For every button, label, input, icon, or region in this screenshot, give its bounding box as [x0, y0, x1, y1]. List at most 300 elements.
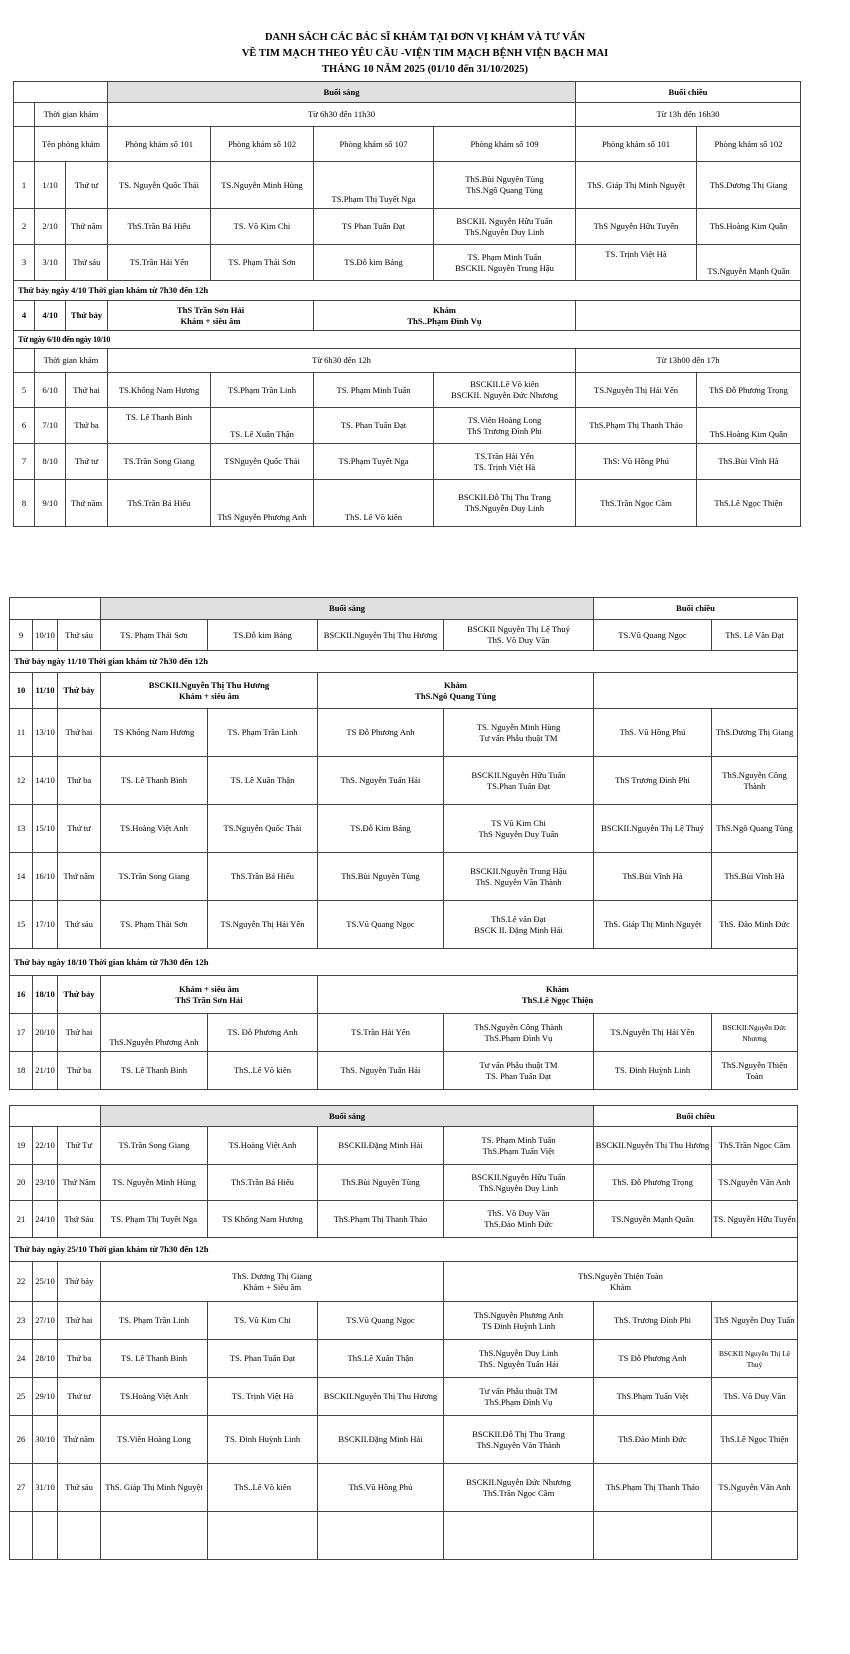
doctor-line: ThS.Nguyễn Duy Linh: [464, 226, 544, 237]
row-number: 23: [10, 1302, 33, 1340]
doctor-cell: TS Đỗ Phương Anh: [594, 1340, 712, 1378]
morning-time: Từ 6h30 đến 11h30: [108, 103, 576, 127]
doctor-line: ThS..Phạm Đình Vụ: [407, 315, 482, 326]
doctor-cell: ThS.Hoàng Kim Quân: [697, 209, 801, 245]
room-header: Phòng khám số 109: [434, 127, 576, 162]
doctor-line: ThS.Nguyễn Phương Anh: [473, 1309, 564, 1320]
row-date: 13/10: [33, 709, 58, 757]
table-row: [14, 209, 801, 245]
row-weekday: Thứ bảy: [58, 1262, 101, 1302]
saturday-doctor-2: [318, 673, 594, 709]
doctor-cell: [444, 620, 594, 651]
row-date: 3/10: [35, 245, 66, 281]
row-weekday: Thứ ba: [66, 408, 108, 444]
exam-type: Khám + siêu âm: [180, 315, 241, 326]
row-date: 27/10: [33, 1302, 58, 1340]
saturday-note: Thứ bảy ngày 25/10 Thời gian khám từ 7h30 đến 12h: [10, 1238, 798, 1262]
saturday-row: [10, 673, 798, 709]
row-number: 3: [14, 245, 35, 281]
doctor-line: TS.Phan Tuấn Đạt: [486, 780, 551, 791]
blank-cell: [14, 127, 35, 162]
exam-time-label: Thời gian khám: [35, 349, 108, 373]
row-date: 4/10: [35, 301, 66, 331]
row-number: 20: [10, 1165, 33, 1201]
doctor-cell: TS. Đinh Huỳnh Linh: [208, 1416, 318, 1464]
doctor-line: TS.Trần Hải Yến: [475, 450, 534, 461]
doctor-cell: TS.Trần Hải Yến: [318, 1014, 444, 1052]
doctor-cell: [444, 1052, 594, 1090]
doctor-cell: ThS.Ngô Quang Tùng: [712, 805, 798, 853]
doctor-cell: [434, 209, 576, 245]
row-number: 15: [10, 901, 33, 949]
morning-header: Buổi sáng: [101, 1106, 594, 1127]
doctor-cell: [444, 757, 594, 805]
doctor-cell: TS. Phạm Thái Sơn: [211, 245, 314, 281]
doctor-cell: ThS. Giáp Thị Minh Nguyệt: [576, 162, 697, 209]
row-date: [33, 1512, 58, 1560]
doctor-cell: ThS. Nguyễn Tuấn Hải: [318, 757, 444, 805]
doctor-cell: ThS.Vũ Hồng Phú: [318, 1464, 444, 1512]
row-number: 2: [14, 209, 35, 245]
doctor-cell: TS.Nguyễn Thị Hải Yến: [576, 373, 697, 408]
document-title: [0, 30, 850, 78]
room-header: Phòng khám số 102: [697, 127, 801, 162]
row-weekday: Thứ hai: [58, 709, 101, 757]
doctor-cell: BSCKII.Nguyễn Thị Thu Hương: [318, 620, 444, 651]
doctor-line: ThS.Nguyễn Văn Thành: [476, 1439, 561, 1450]
doctor-cell: TS. Lê Thanh Bình: [108, 408, 211, 444]
doctor-line: TS. Nguyễn Minh Hùng: [476, 721, 561, 732]
exam-type: Khám: [433, 304, 456, 315]
row-weekday: Thứ hai: [58, 1302, 101, 1340]
doctor-cell: [434, 373, 576, 408]
doctor-cell: ThS Trương Đình Phi: [594, 757, 712, 805]
row-weekday: Thứ ba: [58, 757, 101, 805]
table-row: [10, 1165, 798, 1201]
doctor-cell: ThS Nguyễn Hữu Tuyến: [576, 209, 697, 245]
header-blank: [10, 598, 101, 620]
row-date: 10/10: [33, 620, 58, 651]
doctor-cell: TS.Đỗ kim Bảng: [208, 620, 318, 651]
doctor-line: BSCKII. Nguyễn Trung Hậu: [455, 262, 554, 273]
doctor-cell: TS. Lê Thanh Bình: [101, 1340, 208, 1378]
row-weekday: Thứ tư: [58, 805, 101, 853]
doctor-cell: [444, 901, 594, 949]
row-weekday: Thứ bảy: [58, 673, 101, 709]
blank-cell: [14, 103, 35, 127]
doctor-line: BSCKII.Đỗ Thị Thu Trang: [458, 492, 551, 502]
doctor-line: ThS Nguyễn Duy Tuấn: [478, 828, 559, 839]
doctor-cell: [444, 709, 594, 757]
doctor-line: ThS Trương Đình Phi: [467, 425, 542, 436]
doctor-cell: [444, 1464, 594, 1512]
saturday-doctor-1: [101, 1262, 444, 1302]
doctor-line: BSCKII. Nguyễn Hữu Tuấn: [456, 215, 553, 226]
doctor-cell: ThS.Nguyễn Thiện Toàn: [712, 1052, 798, 1090]
row-weekday: Thứ tư: [58, 1378, 101, 1416]
doctor-cell: ThS. Trương Đình Phi: [594, 1302, 712, 1340]
doctor-line: ThS.Trần Ngọc Cầm: [482, 1487, 555, 1498]
doctor-cell: TS.Hoàng Việt Anh: [101, 805, 208, 853]
doctor-line: ThS.Nguyễn Thiện Toàn: [578, 1270, 663, 1281]
doctor-cell: TS.Trần Song Giang: [108, 444, 211, 480]
morning-time: Từ 6h30 đến 12h: [108, 349, 576, 373]
room-header: Phòng khám số 101: [576, 127, 697, 162]
doctor-cell: [712, 1512, 798, 1560]
row-number: 13: [10, 805, 33, 853]
blank-cell: [14, 349, 35, 373]
doctor-cell: ThS.Lê Ngọc Thiện: [712, 1416, 798, 1464]
table-row: [10, 853, 798, 901]
row-date: 16/10: [33, 853, 58, 901]
doctor-cell: TS Khổng Nam Hương: [101, 709, 208, 757]
row-number: 16: [10, 976, 33, 1014]
doctor-cell: [101, 1512, 208, 1560]
row-date: 20/10: [33, 1014, 58, 1052]
schedule-table-1: [13, 81, 801, 527]
row-number: 9: [10, 620, 33, 651]
row-number: 22: [10, 1262, 33, 1302]
row-number: 4: [14, 301, 35, 331]
doctor-cell: ThS.Phạm Thị Thanh Thảo: [594, 1464, 712, 1512]
table-row: [10, 1464, 798, 1512]
doctor-cell: ThS.Bùi Nguyên Tùng: [318, 853, 444, 901]
exam-type: Khám + Siêu âm: [242, 1281, 302, 1292]
doctor-cell: ThS. Đỗ Phương Trọng: [594, 1165, 712, 1201]
doctor-cell: [318, 1512, 444, 1560]
doctor-cell: TS. Võ Kim Chi: [211, 209, 314, 245]
afternoon-time: Từ 13h đến 16h30: [576, 103, 801, 127]
row-number: [10, 1512, 33, 1560]
doctor-cell: ThS..Lê Võ kiên: [208, 1464, 318, 1512]
doctor-line: ThS.Ngô Quang Tùng: [466, 185, 543, 195]
row-weekday: Thứ hai: [58, 1014, 101, 1052]
exam-type: Khám: [610, 1281, 632, 1292]
doctor-cell: TS. Phạm Thái Sơn: [101, 901, 208, 949]
row-date: 14/10: [33, 757, 58, 805]
doctor-line: ThS.Nguyễn Duy Linh: [464, 503, 544, 513]
doctor-line: ThS.Phạm Đình Vụ: [484, 1032, 553, 1043]
table-row: [10, 1127, 798, 1165]
row-date: 23/10: [33, 1165, 58, 1201]
doctor-cell: TS.Vũ Quang Ngọc: [318, 1302, 444, 1340]
doctor-cell: [444, 1340, 594, 1378]
doctor-cell: [444, 1378, 594, 1416]
doctor-cell: [434, 245, 576, 281]
doctor-cell: TS.Phạm Thị Tuyết Nga: [314, 162, 434, 209]
doctor-line: ThS.Phạm Đình Vụ: [484, 1396, 553, 1407]
doctor-cell: ThS.Nguyễn Công Thành: [712, 757, 798, 805]
row-date: 15/10: [33, 805, 58, 853]
doctor-cell: ThS.Trần Bá Hiếu: [208, 853, 318, 901]
row-weekday: Thứ sáu: [58, 620, 101, 651]
row-date: 18/10: [33, 976, 58, 1014]
doctor-line: ThS.Nguyễn Duy Linh: [478, 1347, 558, 1358]
row-date: 11/10: [33, 673, 58, 709]
doctor-line: BSCK II. Đặng Minh Hải: [474, 924, 563, 935]
doctor-cell: TS. Trịnh Việt Hà: [576, 245, 697, 281]
exam-type: Khám + siêu âm: [178, 983, 240, 994]
row-weekday: [58, 1512, 101, 1560]
morning-header: Buổi sáng: [108, 82, 576, 103]
doctor-cell: TS. Phan Tuấn Đạt: [314, 408, 434, 444]
doctor-line: ThS. Võ Duy Văn: [487, 1208, 550, 1218]
doctor-cell: BSCKII.Đặng Minh Hải: [318, 1127, 444, 1165]
doctor-cell: TS.Vũ Quang Ngọc: [318, 901, 444, 949]
row-date: 24/10: [33, 1201, 58, 1238]
doctor-cell: TS.Nguyễn Văn Anh: [712, 1464, 798, 1512]
doctor-cell: ThS.Dương Thị Giang: [697, 162, 801, 209]
row-weekday: Thứ năm: [58, 1416, 101, 1464]
doctor-cell: ThS.Bùi Vĩnh Hà: [594, 853, 712, 901]
doctor-cell: ThS..Lê Võ kiên: [208, 1052, 318, 1090]
doctor-cell: TSNguyễn Quốc Thái: [211, 444, 314, 480]
doctor-cell: [712, 1014, 798, 1052]
doctor-cell: TS. Lê Xuân Thận: [211, 408, 314, 444]
row-weekday: Thứ ba: [58, 1052, 101, 1090]
doctor-cell: TS. Đỗ Phương Anh: [208, 1014, 318, 1052]
doctor-line: Tư vấn Phẫu thuật TM: [479, 732, 558, 743]
doctor-cell: TS. Lê Thanh Bình: [101, 757, 208, 805]
doctor-cell: ThS.Đào Minh Đức: [594, 1416, 712, 1464]
row-number: 7: [14, 444, 35, 480]
schedule-table-3: [9, 1105, 798, 1560]
blank-cell: [576, 301, 801, 331]
doctor-cell: [444, 1127, 594, 1165]
table-row: [10, 620, 798, 651]
row-weekday: Thứ Tư: [58, 1127, 101, 1165]
doctor-cell: TS.Nguyễn Văn Anh: [712, 1165, 798, 1201]
row-weekday: Thứ sáu: [58, 901, 101, 949]
table-row: [14, 162, 801, 209]
saturday-doctor-1: [101, 976, 318, 1014]
doctor-cell: TS Khổng Nam Hương: [208, 1201, 318, 1238]
doctor-cell: TS. Phạm Trần Linh: [101, 1302, 208, 1340]
doctor-cell: TS.Nguyễn Thị Hải Yến: [594, 1014, 712, 1052]
doctor-cell: [712, 1340, 798, 1378]
doctor-cell: ThS.Dương Thị Giang: [712, 709, 798, 757]
doctor-line: ThS.Bùi Nguyên Tùng: [465, 174, 544, 184]
doctor-cell: ThS.Phạm Thị Thanh Thảo: [318, 1201, 444, 1238]
doctor-cell: ThS.Trần Bá Hiếu: [108, 480, 211, 527]
doctor-line: ThS.Lê Ngọc Thiện: [521, 994, 594, 1005]
row-number: 24: [10, 1340, 33, 1378]
doctor-cell: [434, 162, 576, 209]
doctor-cell: TS. Phạm Thái Sơn: [101, 620, 208, 651]
doctor-cell: ThS Đỗ Phương Trọng: [697, 373, 801, 408]
table-row: [10, 757, 798, 805]
doctor-cell: TS.Phạm Tuyết Nga: [314, 444, 434, 480]
doctor-cell: TS. Nguyễn Hữu Tuyến: [712, 1201, 798, 1238]
doctor-cell: ThS: Vũ Hồng Phú: [576, 444, 697, 480]
table-row: [10, 1512, 798, 1560]
row-weekday: Thứ Năm: [58, 1165, 101, 1201]
doctor-cell: TS.Nguyễn Mạnh Quân: [594, 1201, 712, 1238]
row-weekday: Thứ tư: [66, 162, 108, 209]
doctor-cell: ThS.Bùi Vĩnh Hà: [712, 853, 798, 901]
row-weekday: Thứ Sáu: [58, 1201, 101, 1238]
doctor-line: TS. Trịnh Việt Hà: [473, 461, 536, 472]
doctor-cell: ThS.Bùi Nguyên Tùng: [318, 1165, 444, 1201]
doctor-cell: TS.Hoàng Việt Anh: [101, 1378, 208, 1416]
doctor-cell: TS. Đinh Huỳnh Linh: [594, 1052, 712, 1090]
doctor-line: ThS. Nguyễn Văn Thành: [475, 876, 562, 887]
doctor-line: BSCKII Nguyễn Thị Lệ Thuỷ: [467, 624, 570, 634]
doctor-cell: TS.Nguyễn Mạnh Quân: [697, 245, 801, 281]
doctor-cell: [444, 1165, 594, 1201]
doctor-line: ThS.Nguyễn Công Thành: [474, 1021, 563, 1032]
doctor-cell: TS.Trần Hải Yến: [108, 245, 211, 281]
row-weekday: Thứ sáu: [66, 245, 108, 281]
doctor-cell: ThS.Trần Ngọc Cầm: [712, 1127, 798, 1165]
doctor-line: TS. Phan Tuấn Đạt: [485, 1070, 552, 1081]
doctor-line: ThS. Dương Thị Giang: [232, 1270, 312, 1281]
table-row: [10, 1201, 798, 1238]
row-number: 25: [10, 1378, 33, 1416]
saturday-doctor-1: [101, 673, 318, 709]
doctor-line: BSCKII.Lê Võ kiên: [470, 379, 539, 389]
doctor-line: BSCKII.Nguyễn Đức Nhương: [722, 1022, 787, 1043]
doctor-cell: BSCKII.Đặng Minh Hải: [318, 1416, 444, 1464]
doctor-cell: TS.Nguyễn Quốc Thái: [208, 805, 318, 853]
doctor-cell: ThS Nguyễn Duy Tuấn: [712, 1302, 798, 1340]
doctor-line: TS Đinh Huỳnh Linh: [481, 1320, 556, 1331]
row-weekday: Thứ bảy: [58, 976, 101, 1014]
table-row: [10, 1014, 798, 1052]
doctor-line: ThS.Phạm Tuấn Việt: [482, 1145, 555, 1156]
row-number: 17: [10, 1014, 33, 1052]
row-date: 17/10: [33, 901, 58, 949]
row-date: 1/10: [35, 162, 66, 209]
doctor-cell: ThS.Trần Bá Hiếu: [108, 209, 211, 245]
doctor-cell: ThS.Lê Ngọc Thiện: [697, 480, 801, 527]
row-date: 7/10: [35, 408, 66, 444]
doctor-cell: ThS Nguyễn Phương Anh: [211, 480, 314, 527]
doctor-line: ThS Trần Sơn Hải: [175, 994, 243, 1005]
table-row: [10, 901, 798, 949]
row-number: 11: [10, 709, 33, 757]
doctor-cell: TS. Phan Tuấn Đạt: [208, 1340, 318, 1378]
doctor-cell: ThS. Giáp Thị Minh Nguyệt: [594, 901, 712, 949]
row-number: 26: [10, 1416, 33, 1464]
afternoon-time: Từ 13h00 đến 17h: [576, 349, 801, 373]
saturday-doctor-1: [108, 301, 314, 331]
doctor-cell: ThS.Hoàng Kim Quân: [697, 408, 801, 444]
table-row: [10, 709, 798, 757]
row-weekday: Thứ tư: [66, 444, 108, 480]
saturday-note: Thứ bảy ngày 11/10 Thời gian khám từ 7h30 đến 12h: [10, 651, 798, 673]
doctor-cell: ThS. Đào Minh Đức: [712, 901, 798, 949]
schedule-table-2: [9, 597, 798, 1090]
row-date: 25/10: [33, 1262, 58, 1302]
doctor-cell: [434, 444, 576, 480]
doctor-cell: TS.Vũ Quang Ngọc: [594, 620, 712, 651]
doctor-line: ThS Trần Sơn Hải: [176, 304, 245, 315]
row-date: 9/10: [35, 480, 66, 527]
row-weekday: Thứ sáu: [58, 1464, 101, 1512]
header-blank: [14, 82, 108, 103]
doctor-line: BSCKII.Nguyễn Trung Hậu: [470, 865, 567, 876]
row-date: 28/10: [33, 1340, 58, 1378]
row-date: 8/10: [35, 444, 66, 480]
doctor-cell: TS.Đỗ kim Bảng: [314, 245, 434, 281]
exam-type: Khám: [546, 983, 569, 994]
row-number: 19: [10, 1127, 33, 1165]
doctor-cell: [444, 853, 594, 901]
doctor-cell: [444, 1512, 594, 1560]
table-row: [10, 1416, 798, 1464]
table-row: [10, 1378, 798, 1416]
doctor-cell: TS Đỗ Phương Anh: [318, 709, 444, 757]
doctor-cell: ThS. Nguyễn Tuấn Hải: [318, 1052, 444, 1090]
doctor-cell: ThS. Lê Văn Đạt: [712, 620, 798, 651]
row-number: 10: [10, 673, 33, 709]
doctor-line: ThS.Nguyễn Duy Linh: [478, 1182, 558, 1193]
row-date: 22/10: [33, 1127, 58, 1165]
doctor-cell: TS. Trịnh Việt Hà: [208, 1378, 318, 1416]
doctor-line: BSCKII.Nguyễn Đức Nhương: [466, 1476, 571, 1487]
table-row: [14, 245, 801, 281]
title-line-2: VỀ TIM MẠCH THEO YÊU CẦU -VIỆN TIM MẠCH BỆNH VIỆN BẠCH MAI: [241, 48, 609, 59]
doctor-line: BSCKII.Nguyễn Hữu Tuấn: [471, 1171, 566, 1182]
row-number: 8: [14, 480, 35, 527]
table-row: [14, 444, 801, 480]
saturday-row: [14, 301, 801, 331]
row-date: 2/10: [35, 209, 66, 245]
doctor-cell: TS. Phạm Minh Tuấn: [314, 373, 434, 408]
afternoon-header: Buổi chiều: [594, 1106, 798, 1127]
doctor-cell: TS. Lê Xuân Thận: [208, 757, 318, 805]
doctor-line: TS. Phạm Minh Tuấn: [467, 251, 542, 262]
doctor-line: ThS.Đào Minh Đức: [484, 1219, 553, 1229]
row-weekday: Thứ năm: [66, 209, 108, 245]
doctor-cell: ThS.Trần Bá Hiếu: [208, 1165, 318, 1201]
doctor-cell: TS.Trần Song Giang: [101, 853, 208, 901]
date-range-note: Từ ngày 6/10 đến ngày 10/10: [14, 331, 801, 349]
row-number: 6: [14, 408, 35, 444]
doctor-cell: ThS. Võ Duy Văn: [712, 1378, 798, 1416]
doctor-cell: [434, 480, 576, 527]
header-blank: [10, 1106, 101, 1127]
doctor-cell: TS. Lê Thanh Bình: [101, 1052, 208, 1090]
row-number: 18: [10, 1052, 33, 1090]
row-weekday: Thứ năm: [58, 853, 101, 901]
room-header: Phòng khám số 102: [211, 127, 314, 162]
row-weekday: Thứ năm: [66, 480, 108, 527]
doctor-line: TS. Phạm Minh Tuấn: [481, 1134, 556, 1145]
doctor-line: ThS.Ngô Quang Tùng: [415, 690, 496, 701]
table-row: [14, 373, 801, 408]
row-number: 1: [14, 162, 35, 209]
afternoon-header: Buổi chiều: [594, 598, 798, 620]
saturday-row: [10, 976, 798, 1014]
table-row: [10, 1052, 798, 1090]
doctor-cell: TS. Vũ Kim Chi: [208, 1302, 318, 1340]
row-weekday: Thứ hai: [66, 373, 108, 408]
blank-cell: [594, 673, 798, 709]
doctor-cell: TS. Nguyễn Quốc Thái: [108, 162, 211, 209]
doctor-cell: ThS.Lê Xuân Thận: [318, 1340, 444, 1378]
doctor-cell: ThS.Phạm Tuấn Việt: [594, 1378, 712, 1416]
table-row: [10, 1340, 798, 1378]
doctor-line: TS Vũ Kim Chi: [491, 817, 546, 828]
doctor-cell: ThS.Trần Ngọc Cầm: [576, 480, 697, 527]
doctor-cell: TS.Đỗ Kim Bảng: [318, 805, 444, 853]
doctor-cell: ThS. Vũ Hồng Phú: [594, 709, 712, 757]
row-date: 29/10: [33, 1378, 58, 1416]
doctor-cell: TS.Phạm Trần Linh: [211, 373, 314, 408]
table-row: [14, 480, 801, 527]
